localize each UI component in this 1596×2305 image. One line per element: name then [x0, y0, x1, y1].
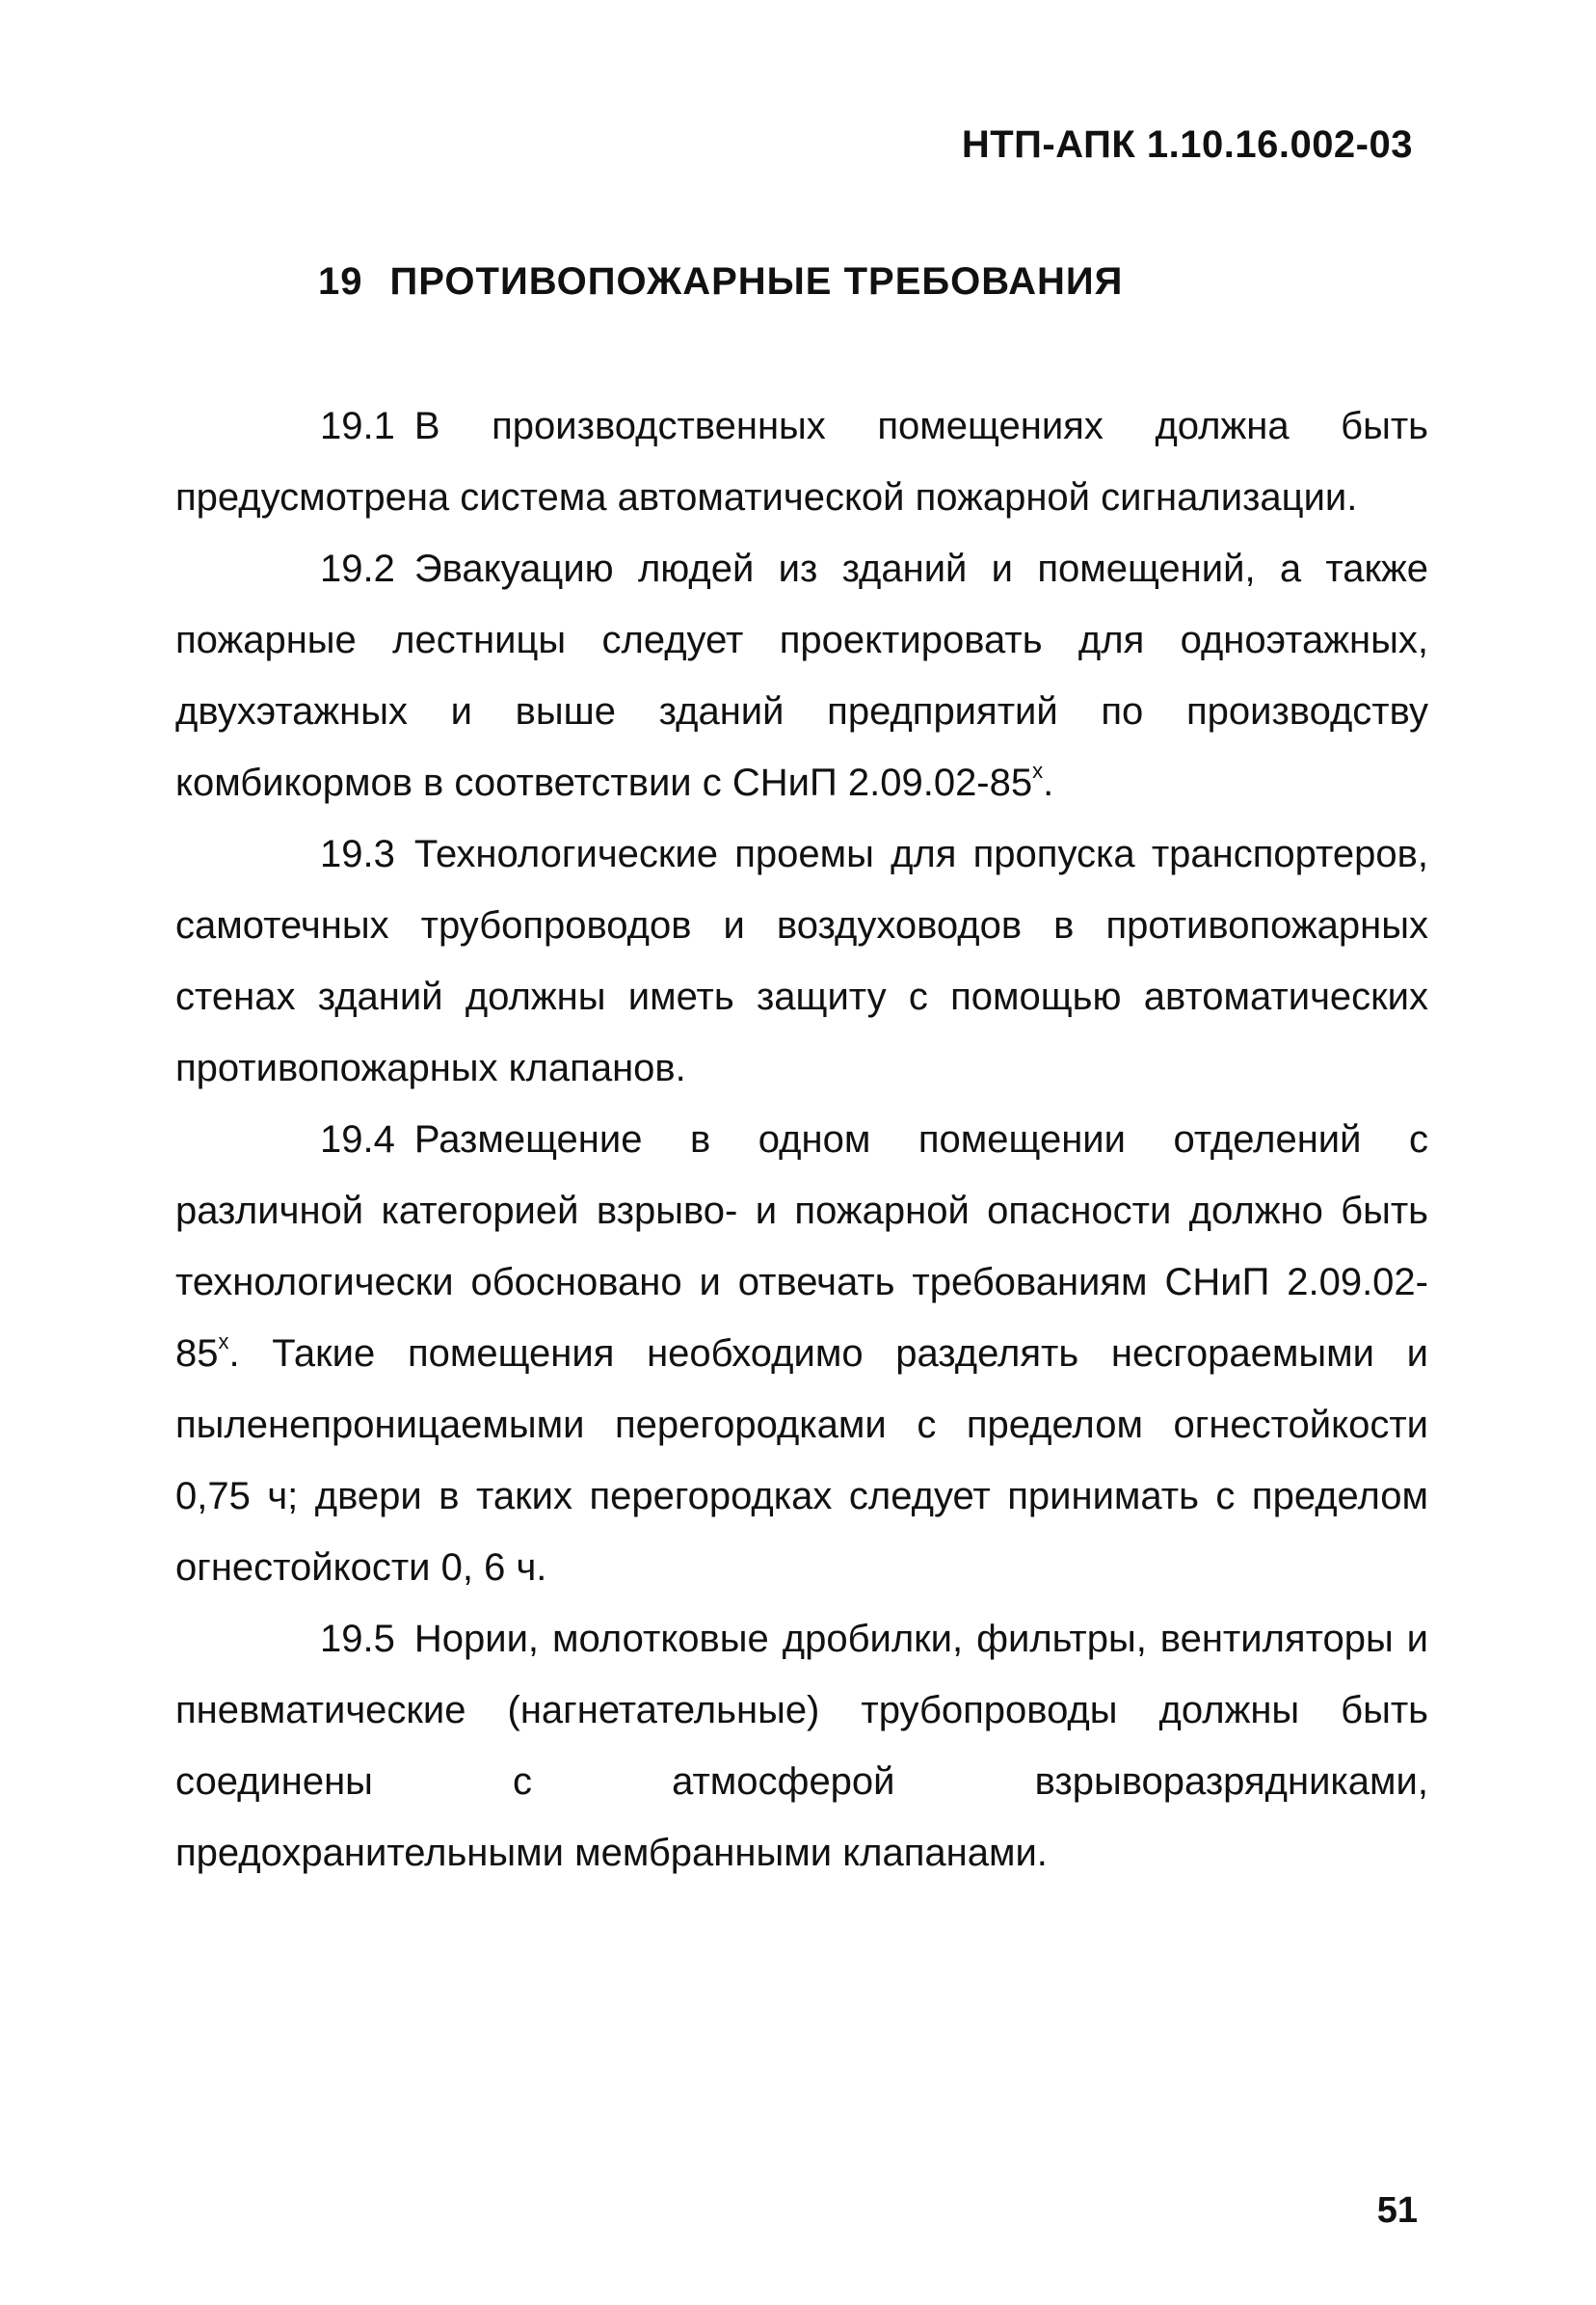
paragraph-19-2 [175, 533, 1428, 818]
superscript-mark: х [218, 1329, 229, 1354]
paragraph-number: 19.3 [320, 833, 395, 875]
section-body [175, 390, 1428, 1889]
paragraph-number: 19.1 [320, 405, 395, 447]
section-heading [318, 260, 1123, 304]
paragraph-19-5 [175, 1603, 1428, 1889]
paragraph-19-3 [175, 818, 1428, 1104]
paragraph-text: Технологические проемы для пропуска транспортеров, самотечных трубопроводов и воздуховодов в противопожарных стенах зданий должны иметь защиту с помощью автоматических противопожарных клапанов. [175, 833, 1428, 1089]
paragraph-number: 19.5 [320, 1618, 395, 1660]
paragraph-text: В производственных помещениях должна быть предусмотрена система автоматической пожарной сигнализации. [175, 405, 1428, 519]
paragraph-number: 19.4 [320, 1118, 395, 1161]
paragraph-19-1 [175, 390, 1428, 533]
section-title: ПРОТИВОПОЖАРНЫЕ ТРЕБОВАНИЯ [389, 260, 1124, 303]
document-code: НТП-АПК 1.10.16.002-03 [961, 123, 1413, 166]
page-number: 51 [1376, 2190, 1418, 2231]
paragraph-number: 19.2 [320, 548, 395, 590]
paragraph-text: Нории, молотковые дробилки, фильтры, вентиляторы и пневматические (нагнетательные) трубопроводы должны быть соединены с атмосферой взрыворазрядниками, предохранительными мембранными клапанами. [175, 1618, 1428, 1874]
superscript-mark: х [1032, 759, 1044, 783]
section-number: 19 [318, 260, 363, 303]
paragraph-text-end: . Такие помещения необходимо разделять несгораемыми и пыленепроницаемыми перегородками с пределом огнестойкости 0,75 ч; двери в таких перегородках следует принимать с пределом огнестойкости 0, 6 ч. [175, 1332, 1428, 1589]
paragraph-19-4 [175, 1104, 1428, 1603]
paragraph-text-end: . [1043, 762, 1054, 804]
paragraph-text: Размещение в одном помещении отделений с различной категорией взрыво- и пожарной опасности должно быть технологически обосновано и отвечать требованиям СНиП 2.09.02-85 [175, 1118, 1428, 1375]
paragraph-text: Эвакуацию людей из зданий и помещений, а также пожарные лестницы следует проектировать для одноэтажных, двухэтажных и выше зданий предприятий по производству комбикормов в соответствии с СНиП 2.09.02-85 [175, 548, 1428, 804]
